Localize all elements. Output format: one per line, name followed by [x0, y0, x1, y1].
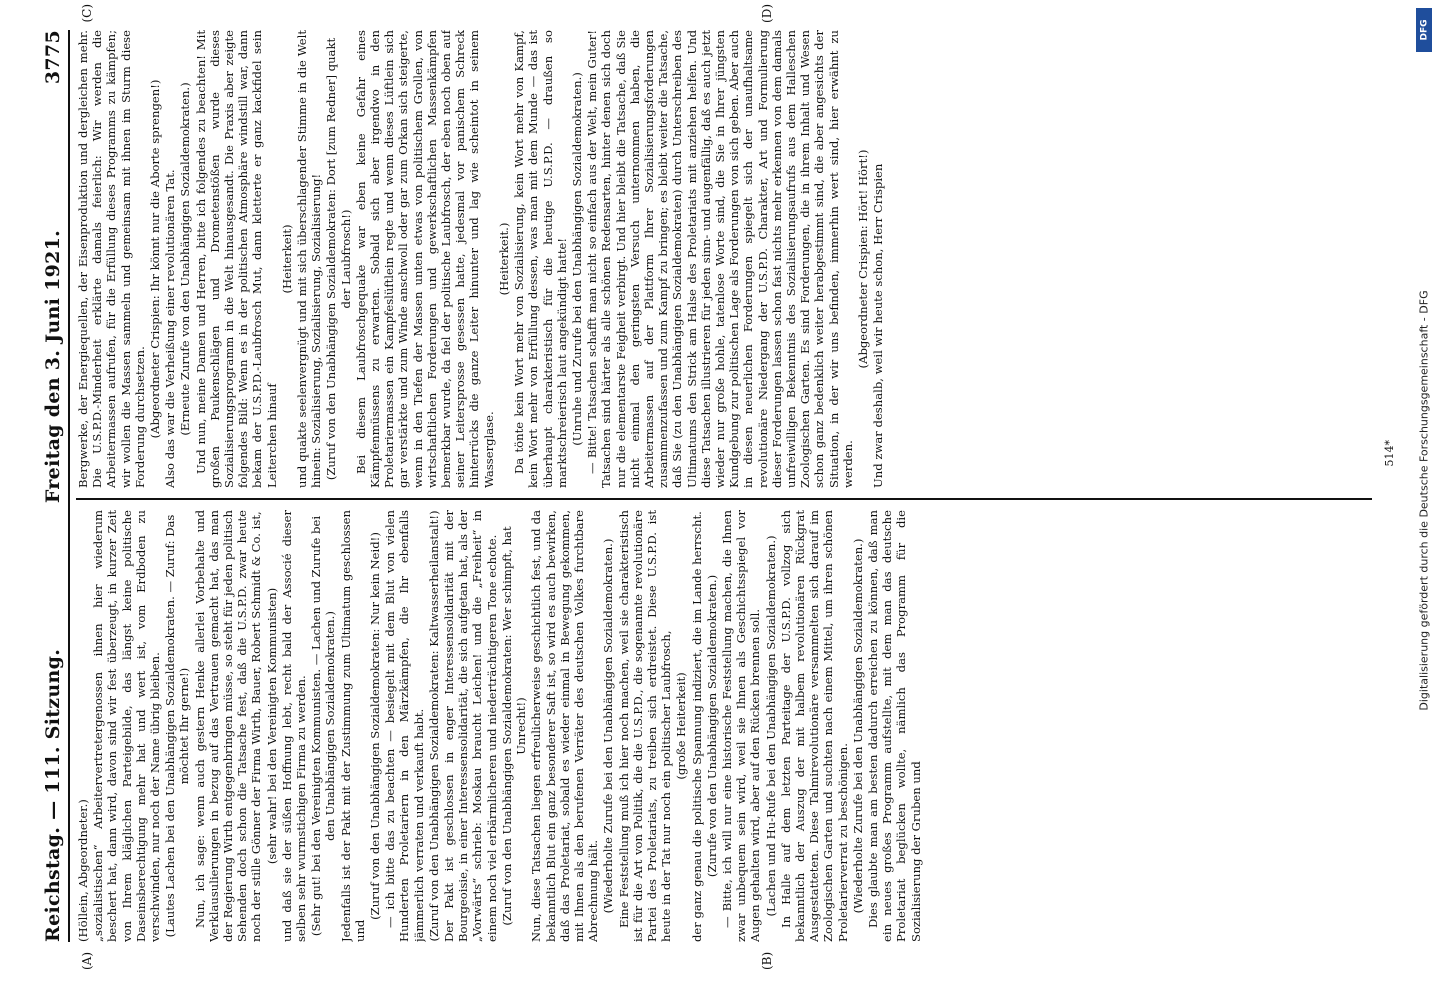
paragraph: der ganz genau die politische Spannung indiziert, die im Lande herrscht.: [689, 511, 704, 942]
interjection: (sehr wahr! bei den Vereinigten Kommunisten): [264, 587, 279, 865]
interjection: (Lachen und Hu-Rufe bei den Unabhängigen Sozialdemokraten.): [763, 535, 778, 917]
paragraph: — Bitte! Tatsachen schafft man nicht so einfach aus der Welt, mein Guter! Tatsachen sind härter als alle schönen Redensarten, hinter denen sich doch nur die elementarste Feigheit verbirgt. Und hier bleibt die Tatsache, daß Sie nicht einmal den geringsten Versuch unternommen haben, die Arbeitermassen auf der Plattform Ihrer Sozialisierungsforderungen zusammenzufassen und zum Kampf zu bringen; es bleibt weiter die Tatsache, daß Sie (zu den Unabhängigen Sozialdemokraten) durch Unterschreiben des Ultimatums den Strick am Halse des Proletariats mit anziehen helfen. Und diese Tatsachen illustrieren für jeden sinn- und augenfällig, daß es auch jetzt wieder nur große hohle, tatenlose Worte sind, die Sie in Ihrer jüngsten Kundgebung zur politischen Lage als Forderungen von sich geben. Aber auch in diesen neuerlichen Forderungen spiegelt sich der unaufhaltsame revolutionäre Niedergang der U.S.P.D. Charakter, Art und Formulierung dieser Forderungen lassen schon fast nichts mehr erkennen von dem damals unfreiwilligen Bekenntnis des Sozialisierungsaufrufs aus dem Halleschen Zoologischen Garten. Es sind Forderungen, die in ihrem Inhalt und Wesen schon ganz bedenklich weiter herabgestimmt sind, die aber angesichts der Situation, in der wir uns befinden, immerhin wert sind, hier erwähnt zu werden.: [585, 30, 855, 488]
paragraph: Bei diesem Laubfroschgequake war eben keine Gefahr eines Kämpfenmüssens zu erwarten. Sobald sich aber irgendwo in den Proletariermassen ein Kampfeslüftlein regte und wenn dieses Lüftlein sich gar verstärkte und zum Winde anschwoll oder gar zum Orkan sich steigerte, wenn in den Tiefen der Massen unten etwas von politischem Grollen, von wirtschaftlichen Forderungen und gewerkschaftlichen Massenkämpfen bemerkbar wurde, da fiel der politische Laubfrosch, der eben noch oben auf seiner Leitersprosse gesessen hatte, jedesmal vor panischem Schreck hinterrücks die ganze Leiter hinunter und lag wie scheintot in seinem Wasserglase.: [353, 30, 496, 488]
column-mark-b: (B): [760, 951, 774, 970]
paragraph: Der Pakt ist geschlossen in enger Interessensolidarität mit der Bourgeoisie, in einer Interessensolidarität, die sich aufgetan hat, als der „Vorwärts“ schrieb: Moskau braucht Leichen! und die „Freiheit“ in einem noch viel erbärmlicheren und niederträchtigeren Tone echote.: [442, 510, 499, 942]
paragraph: und daß sie der süßen Hoffnung lebt, recht bald der Associé dieser selben sehr wurmstichigen Firma zu werden.: [279, 510, 309, 942]
paragraph: Nun, ich sage: wenn auch gestern Henke allerlei Vorbehalte und Verklausulierungen in bezug auf das Vertrauen gemacht hat, das man der Regierung Wirth entgegenbringen müsse, so steht für jeden politisch Sehenden doch schon die Tatsache fest, daß die U.S.P.D. zwar heute noch der stille Gönner der Firma Wirth, Bauer, Robert Schmidt & Co. ist,: [192, 510, 264, 942]
paragraph: und quakte seelenvergnügt und mit sich überschlagender Stimme in die Welt hinein: Sozialisierung, Sozialisierung, Sozialisierung!: [295, 30, 324, 488]
paragraph: „sozialistischen“ Arbeitervertretergenossen ihnen hier wiederum beschert hat, dann wird, davon sind wir fest überzeugt, in kurzer Zeit von Ihrem kläglichen Parteigebilde, das längst keine politische Daseinsberechtigung mehr hat und wert ist, vom Erdboden zu verschwinden, nur noch der Name übrig bleiben.: [91, 510, 163, 942]
interjection: (Unruhe und Zurufe bei den Unabhängigen Sozialdemokraten.): [569, 72, 584, 446]
paragraph: Und zwar deshalb, weil wir heute schon, Herr Crispien: [871, 163, 886, 488]
column-mark-d: (D): [760, 4, 774, 23]
dfg-credit-text: Digitalisierung gefördert durch die Deutsche Forschungsgemeinschaft - DFG: [1417, 289, 1431, 711]
paragraph: Also das war die Verheißung einer revolutionären Tat.: [163, 169, 178, 488]
paragraph: In Halle auf dem letzten Parteitage der U.S.P.D. vollzog sich bekanntlich der Auszug der mit halbem revolutionären Rückgrat Ausgestatteten. Diese Talmirevolutionäre versammelten sich darauf im Zoologischen Garten und suchten nach einem Mittel, um ihren schönen Proletarierverrat zu beschönigen.: [778, 510, 850, 942]
paragraph: Bergwerke, der Energiequellen, der Eisenproduktion und dergleichen mehr. Die U.S.P.D.-Minderheit erklärte damals feierlich: Wir werden die Arbeitermassen aufrufen, für die Erfüllung dieses Programms zu kämpfen; wir wollen die Massen sammeln und gemeinsam mit ihnen im Sturm diese Forderung durchsetzen.: [76, 30, 147, 488]
interjection: (Zuruf von den Unabhängigen Sozialdemokraten: Nur kein Neid!): [368, 532, 383, 920]
column-mark-a: (A): [80, 951, 94, 970]
paragraph: Dies glaubte man am besten dadurch erreichen zu können, daß man ein neues großes Programm aufstellte, mit dem man das deutsche Proletariat beglücken wollte, nämlich das Programm für die Sozialisierung der Gruben und: [865, 510, 923, 942]
printer-signature: 514*: [1383, 440, 1396, 467]
interjection: (Heiterkeit.): [496, 222, 511, 296]
paragraph: — Bitte, ich will nur eine historische Feststellung machen, die Ihnen zwar unbequem sein wird, weil sie Ihnen als Geschichtsspiegel vor Augen gehalten wird, aber auf den Rücken brennen soll.: [719, 510, 763, 942]
side-note: [1414, 0, 1434, 1000]
interjection: (Zuruf von den Unabhängigen Sozialdemokraten: Wer schimpft, hat Unrecht!): [499, 526, 529, 926]
dfg-logo-text: DFG: [1419, 19, 1430, 41]
interjection: (Wiederholte Zurufe bei den Unabhängigen Sozialdemokraten.): [601, 538, 616, 914]
paragraph: Und nun, meine Damen und Herren, bitte ich folgendes zu beachten! Mit großen Paukenschlägen und Drometenstößen wurde dieses Sozialisierungsprogramm in die Welt hinausgesandt. Die Praxis aber zeigte folgendes Bild: Wenn es in der politischen Atmosphäre windstill war, dann bekam der U.S.P.D.-Laubfrosch Mut, dann kletterte er ganz kackfidel sein Leiterchen hinauf: [193, 30, 279, 488]
paragraph: Jedenfalls ist der Pakt mit der Zustimmung zum Ultimatum geschlossen und: [338, 510, 367, 942]
column-divider: [76, 498, 1372, 500]
interjection: (große Heiterkeit): [674, 672, 689, 780]
interjection: (Wiederholte Zurufe bei den Unabhängigen Sozialdemokraten.): [850, 538, 865, 914]
paragraph: — ich bitte das zu beachten — besiegelt mit dem Blut von vielen Hunderten Proletariern in den Märzkämpfen, die Ihr ebenfalls jämmerlich verraten und verkauft habt.: [383, 510, 426, 942]
header-left: Reichstag. — 111. Sitzung.: [42, 648, 64, 942]
paragraph: (Höllein, Abgeordneter.): [76, 799, 90, 942]
page-number: 3775: [42, 30, 64, 85]
dfg-logo: [1416, 8, 1432, 52]
paragraph: Nun, diese Tatsachen liegen erfreulicherweise geschichtlich fest, und da bekanntlich Blut ein ganz besonderer Saft ist, so wird es auch bewirken, daß das Proletariat, sobald es wieder einmal in Bewegung gekommen, mit Ihnen als den berufenen Verräter des deutschen Volkes furchtbare Abrechnung hält.: [529, 510, 601, 942]
paragraph: Eine Feststellung muß ich hier noch machen, weil sie charakteristisch ist für die Art von Politik, die die U.S.P.D., die sogenannte revolutionäre Partei des Proletariats, zu treiben sich erdreistet. Diese U.S.P.D. ist heute in der Tat nur noch ein politischer Laubfrosch,: [616, 510, 674, 942]
interjection: (Zuruf von den Unabhängigen Sozialdemokraten: Kaltwasserheilanstalt!): [426, 510, 441, 942]
interjection: (Lautes Lachen bei den Unabhängigen Sozialdemokraten. — Zuruf: Das möchtet Ihr gerne!): [163, 514, 192, 938]
column-mark-c: (C): [80, 4, 94, 23]
paragraph: Da tönte kein Wort mehr von Sozialisierung, kein Wort mehr von Kampf, kein Wort mehr von Erfüllung dessen, was man mit dem Munde — das ist überhaupt charakteristisch für die heutige U.S.P.D. — draußen so marktschreierisch laut angekündigt hatte!: [512, 30, 569, 488]
interjection: (Zurufe von den Unabhängigen Sozialdemokraten.): [704, 574, 719, 878]
interjection: (Abgeordneter Crispien: Ihr könnt nur die Aborte sprengen!): [148, 79, 163, 439]
interjection: (Zuruf von den Unabhängigen Sozialdemokraten: Dort [zum Redner] quakt der Laubfrosch!): [324, 37, 353, 481]
interjection: (Abgeordneter Crispien: Hört! Hört!): [855, 149, 870, 369]
interjection: (Erneute Zurufe von den Unabhängigen Sozialdemokraten.): [178, 82, 193, 436]
right-column: [76, 30, 1362, 488]
interjection: (Sehr gut! bei den Vereinigten Kommunisten. — Lachen und Zurufe bei den Unabhängigen Sozialdemokraten.): [309, 515, 338, 937]
header-center: Freitag den 3. Juni 1921.: [42, 229, 64, 504]
interjection: (Heiterkeit): [279, 224, 294, 294]
page-header: [28, 30, 70, 942]
left-column: [76, 510, 1362, 942]
